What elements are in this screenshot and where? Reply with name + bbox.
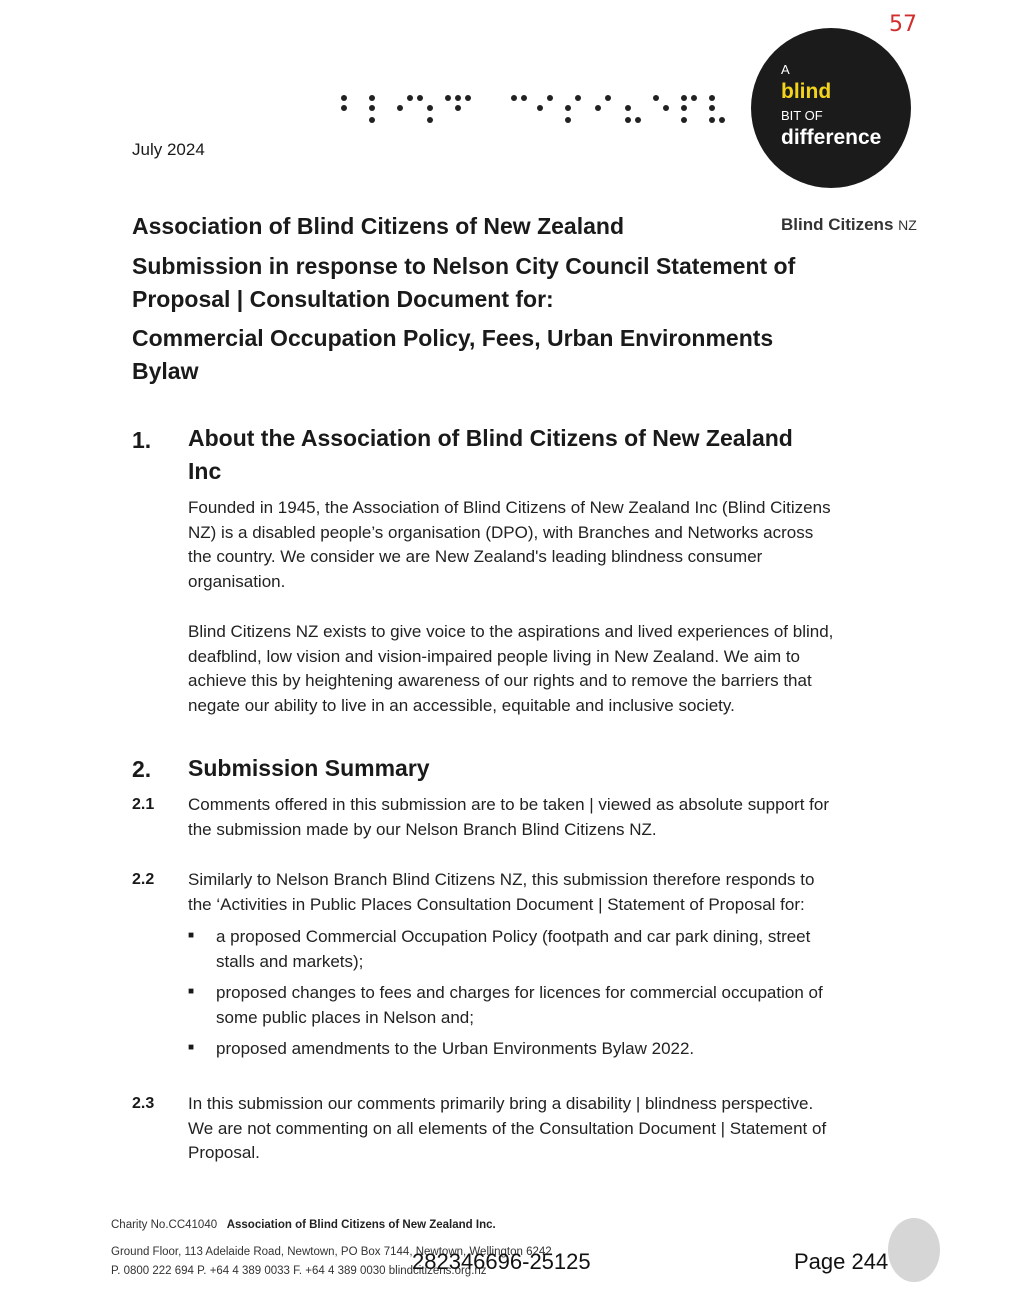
- text-line: organisation.: [188, 571, 286, 591]
- brand-name: Blind Citizens: [781, 215, 894, 234]
- title-line-5: Bylaw: [132, 358, 199, 384]
- item-2-1-text: [188, 793, 903, 842]
- text-line: We are not commenting on all elements of the Consultation Document | Statement of: [188, 1118, 827, 1138]
- text-line: Blind Citizens NZ exists to give voice to the aspirations and lived experiences of blind,: [188, 622, 834, 641]
- section-1-title-line-1: About the Association of Blind Citizens of New Zealand: [188, 425, 793, 451]
- item-2-3-number: 2.3: [132, 1095, 155, 1112]
- title-line-1: Association of Blind Citizens of New Zealand: [132, 213, 624, 239]
- bullet-item-2: [216, 981, 906, 1030]
- text-line: stalls and markets);: [216, 951, 364, 971]
- section-1-number: 1.: [132, 427, 152, 453]
- page-label: Page 244: [794, 1249, 889, 1274]
- brand-logo-text: [781, 215, 917, 235]
- text-line: Similarly to Nelson Branch Blind Citizens NZ, this submission therefore responds to: [188, 870, 815, 889]
- bullet-item-3: [216, 1037, 906, 1062]
- item-2-2-number: 2.2: [132, 871, 155, 888]
- footer-charity-line: [111, 1219, 496, 1231]
- blind-bit-of-difference-logo: [751, 28, 911, 188]
- text-line: the ‘Activities in Public Places Consultation Document | Statement of Proposal for:: [188, 894, 805, 914]
- bullet-icon: ■: [188, 1042, 195, 1053]
- text-line: some public places in Nelson and;: [216, 1007, 474, 1027]
- item-2-2-text: [188, 868, 903, 917]
- logo-text-blind: blind: [781, 80, 832, 103]
- seal-watermark-icon: [888, 1218, 940, 1282]
- text-line: the country. We consider we are New Zealand's leading blindness consumer: [188, 547, 763, 567]
- text-line: In this submission our comments primarily bring a disability | blindness perspective.: [188, 1094, 814, 1113]
- section-1-paragraph-2: [188, 620, 903, 718]
- section-1-paragraph-1: [188, 496, 903, 594]
- section-1-title: [188, 422, 888, 488]
- text-line: proposed amendments to the Urban Environments Bylaw 2022.: [216, 1039, 695, 1058]
- text-line: achieve this by heightening awareness of our rights and to remove the barriers that: [188, 671, 812, 691]
- text-line: Comments offered in this submission are to be taken | viewed as absolute support for: [188, 795, 829, 814]
- footer-contact: P. 0800 222 694 P. +64 4 389 0033 F. +64 4 389 0030 blindcitizens.org.nz: [111, 1265, 487, 1277]
- page-number-top: 57: [889, 12, 917, 37]
- section-2-title: Submission Summary: [188, 755, 430, 781]
- brand-suffix: NZ: [898, 217, 917, 233]
- bullet-item-1: [216, 925, 906, 974]
- text-line: Proposal.: [188, 1143, 260, 1163]
- section-2-number: 2.: [132, 756, 152, 782]
- document-id: 282346696-25125: [412, 1249, 591, 1274]
- title-line-2: Submission in response to Nelson City Council Statement of: [132, 253, 796, 279]
- document-date: July 2024: [132, 140, 205, 159]
- text-line: negate our ability to live in an accessible, equitable and inclusive society.: [188, 695, 735, 715]
- title-line-4: Commercial Occupation Policy, Fees, Urban Environments: [132, 325, 774, 351]
- footer-address: Ground Floor, 113 Adelaide Road, Newtown, PO Box 7144, Newtown, Wellington 6242: [111, 1246, 552, 1258]
- item-2-3-text: [188, 1092, 903, 1166]
- text-line: NZ) is a disabled people’s organisation (DPO), with Branches and Networks across: [188, 522, 814, 542]
- section-1-title-line-2: Inc: [188, 458, 222, 484]
- text-line: proposed changes to fees and charges for licences for commercial occupation of: [216, 983, 823, 1002]
- footer-org-name: Association of Blind Citizens of New Zealand Inc.: [226, 1219, 496, 1231]
- item-2-1-number: 2.1: [132, 796, 155, 813]
- text-line: deafblind, low vision and vision-impaired people living in New Zealand. We aim to: [188, 646, 801, 666]
- bullet-icon: ■: [188, 986, 195, 997]
- logo-text-difference: difference: [781, 126, 882, 149]
- title-line-3: Proposal | Consultation Document for:: [132, 286, 554, 312]
- charity-number: Charity No.CC41040: [111, 1219, 218, 1231]
- text-line: Founded in 1945, the Association of Blind Citizens of New Zealand Inc (Blind Citizens: [188, 498, 831, 517]
- logo-text-bit-of: BIT OF: [781, 108, 823, 123]
- bullet-icon: ■: [188, 930, 195, 941]
- logo-text-a: A: [781, 62, 790, 77]
- text-line: a proposed Commercial Occupation Policy (footpath and car park dining, street: [216, 927, 811, 946]
- text-line: the submission made by our Nelson Branch Blind Citizens NZ.: [188, 819, 657, 839]
- braille-text-graphic: [338, 92, 730, 126]
